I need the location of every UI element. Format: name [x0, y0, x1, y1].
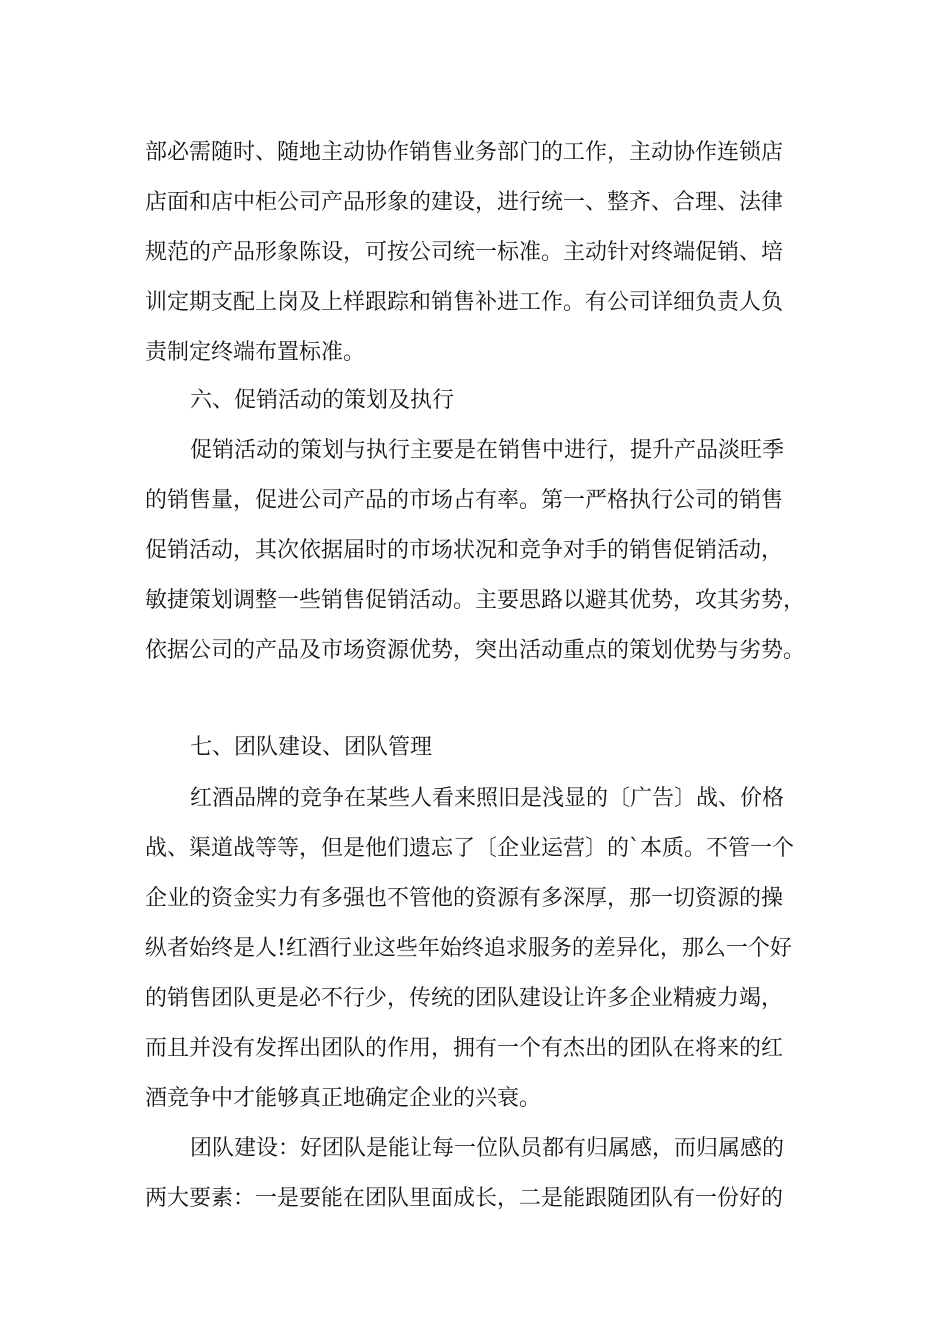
text-line: 纵者始终是人!红酒行业这些年始终追求服务的差异化，那么一个好 — [145, 936, 792, 961]
section-heading-6: 六、促销活动的策划及执行 — [190, 388, 455, 413]
text-line: 战、渠道战等等，但是他们遗忘了〔企业运营〕的`本质。不管一个 — [145, 836, 795, 861]
text-line: 规范的产品形象陈设，可按公司统一标准。主动针对终端促销、培 — [145, 240, 784, 265]
text-line: 的销售团队更是必不行少，传统的团队建设让许多企业精疲力竭， — [145, 986, 784, 1011]
text-line: 促销活动，其次依据届时的市场状况和竞争对手的销售促销活动， — [145, 538, 784, 563]
text-line: 店面和店中柜公司产品形象的建设，进行统一、整齐、合理、法律 — [145, 190, 784, 215]
text-line: 依据公司的产品及市场资源优势，突出活动重点的策划优势与劣势。 — [145, 638, 806, 663]
text-line: 团队建设：好团队是能让每一位队员都有归属感，而归属感的 — [190, 1136, 785, 1161]
text-line: 训定期支配上岗及上样跟踪和销售补进工作。有公司详细负责人负 — [145, 290, 784, 315]
text-line: 部必需随时、随地主动协作销售业务部门的工作，主动协作连锁店 — [145, 140, 784, 165]
text-line: 的销售量，促进公司产品的市场占有率。第一严格执行公司的销售 — [145, 488, 784, 513]
text-line: 红酒品牌的竞争在某些人看来照旧是浅显的〔广告〕战、价格 — [190, 786, 785, 811]
text-line: 酒竞争中才能够真正地确定企业的兴衰。 — [145, 1086, 542, 1111]
text-line: 责制定终端布置标准。 — [145, 340, 366, 365]
section-heading-7: 七、团队建设、团队管理 — [190, 735, 433, 760]
text-line: 企业的资金实力有多强也不管他的资源有多深厚，那一切资源的操 — [145, 886, 784, 911]
text-line: 而且并没有发挥出团队的作用，拥有一个有杰出的团队在将来的红 — [145, 1036, 784, 1061]
text-line: 促销活动的策划与执行主要是在销售中进行，提升产品淡旺季 — [190, 438, 785, 463]
text-line: 两大要素：一是要能在团队里面成长，二是能跟随团队有一份好的 — [145, 1186, 784, 1211]
text-line: 敏捷策划调整一些销售促销活动。主要思路以避其优势，攻其劣势， — [145, 588, 806, 613]
